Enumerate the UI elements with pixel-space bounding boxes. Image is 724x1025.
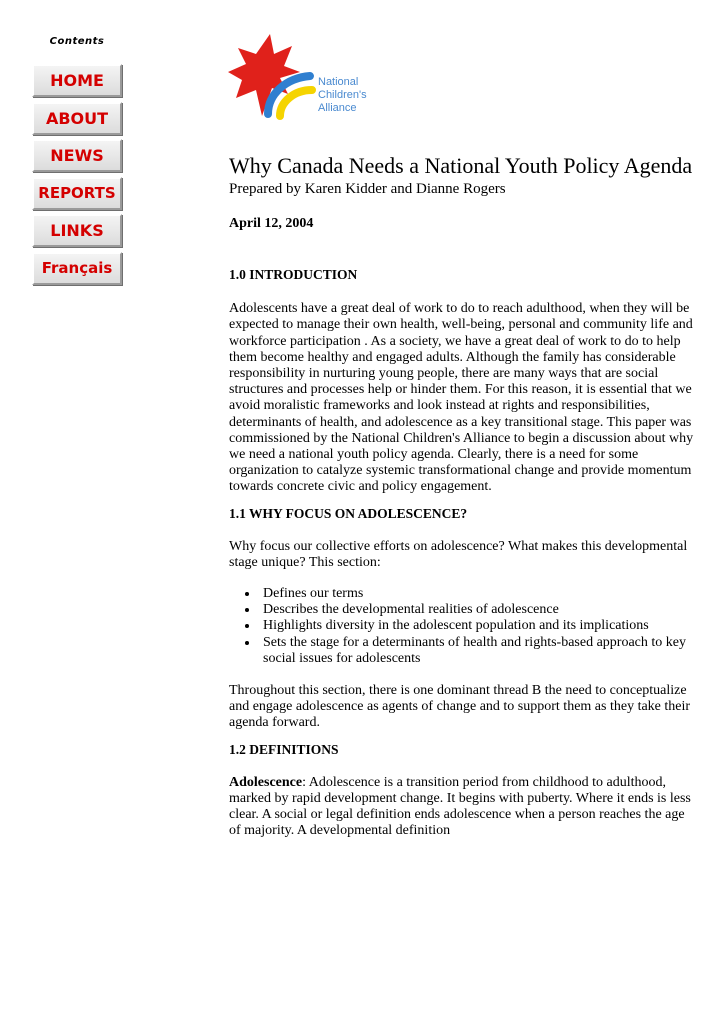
nav-francais-button[interactable]: Français: [32, 252, 122, 285]
definition-text: : Adolescence is a transition period from childhood to adulthood, marked by rapid development change. It begins with puberty. Where it ends is less clear. A social or legal definition ends adolescence when a person reaches the age of majority. A developmental definition: [229, 774, 691, 839]
document-body: [229, 152, 694, 839]
nav-news-button[interactable]: NEWS: [32, 139, 122, 172]
logo-line: National: [318, 76, 359, 88]
document-date: April 12, 2004: [229, 216, 314, 231]
section-heading-definitions: 1.2 DEFINITIONS: [229, 741, 339, 757]
section-heading-why-adolescence: 1.1 WHY FOCUS ON ADOLESCENCE?: [229, 505, 468, 521]
nav-home-button[interactable]: HOME: [32, 64, 122, 97]
nav-about-button[interactable]: ABOUT: [32, 102, 122, 135]
thread-paragraph: Throughout this section, there is one dominant thread B the need to conceptualize and engage adolescence as agents of change and to support them as they take their agenda forward.: [229, 683, 691, 731]
nav-reports-button[interactable]: REPORTS: [32, 177, 122, 210]
definition-paragraph: [229, 775, 694, 840]
national-childrens-alliance-logo: [228, 32, 408, 128]
definition-term: Adolescence: [229, 774, 303, 790]
nav-menu: [32, 64, 122, 285]
logo-line: Alliance: [318, 102, 357, 114]
byline: Prepared by Karen Kidder and Dianne Rogers: [229, 181, 506, 197]
section-heading-introduction: 1.0 INTRODUCTION: [229, 267, 358, 283]
list-item: • Highlights diversity in the adolescent population and its implications: [259, 618, 694, 634]
logo-line: Children's: [318, 89, 367, 101]
nav-links-button[interactable]: LINKS: [32, 214, 122, 247]
why-paragraph: Why focus our collective efforts on adolescence? What makes this developmental stage unique? This section:: [229, 538, 688, 570]
bullet-list: [229, 586, 694, 667]
list-item: • Defines our terms: [259, 586, 694, 602]
contents-label: Contents: [49, 36, 105, 47]
page-title: Why Canada Needs a National Youth Policy Agenda: [229, 153, 693, 178]
list-item: • Describes the developmental realities of adolescence: [259, 602, 694, 618]
sidebar: [32, 36, 122, 289]
list-item: • Sets the stage for a determinants of health and rights-based approach to key social issues for adolescents: [259, 635, 694, 667]
logo-text: [318, 76, 367, 115]
intro-paragraph: Adolescents have a great deal of work to do to reach adulthood, when they will be expected to manage their own health, well-being, personal and community life and workforce participation . As a society, we have a great deal of work to do to help them become healthy and engaged adults. Although the family has considerable responsibility in nurturing young people, there are many ways that are social structures and processes help or hinder them. For this reason, it is essential that we avoid moralistic frameworks and look instead at rights and responsibilities, determinants of health, and adolescence as a key transitional stage. This paper was commissioned by the National Children's Alliance to begin a discussion about why we need a national youth policy agenda. Clearly, there is a need for some organization to catalyze systemic transformational change and provide momentum towards concrete civic and policy engagement.: [229, 301, 694, 495]
